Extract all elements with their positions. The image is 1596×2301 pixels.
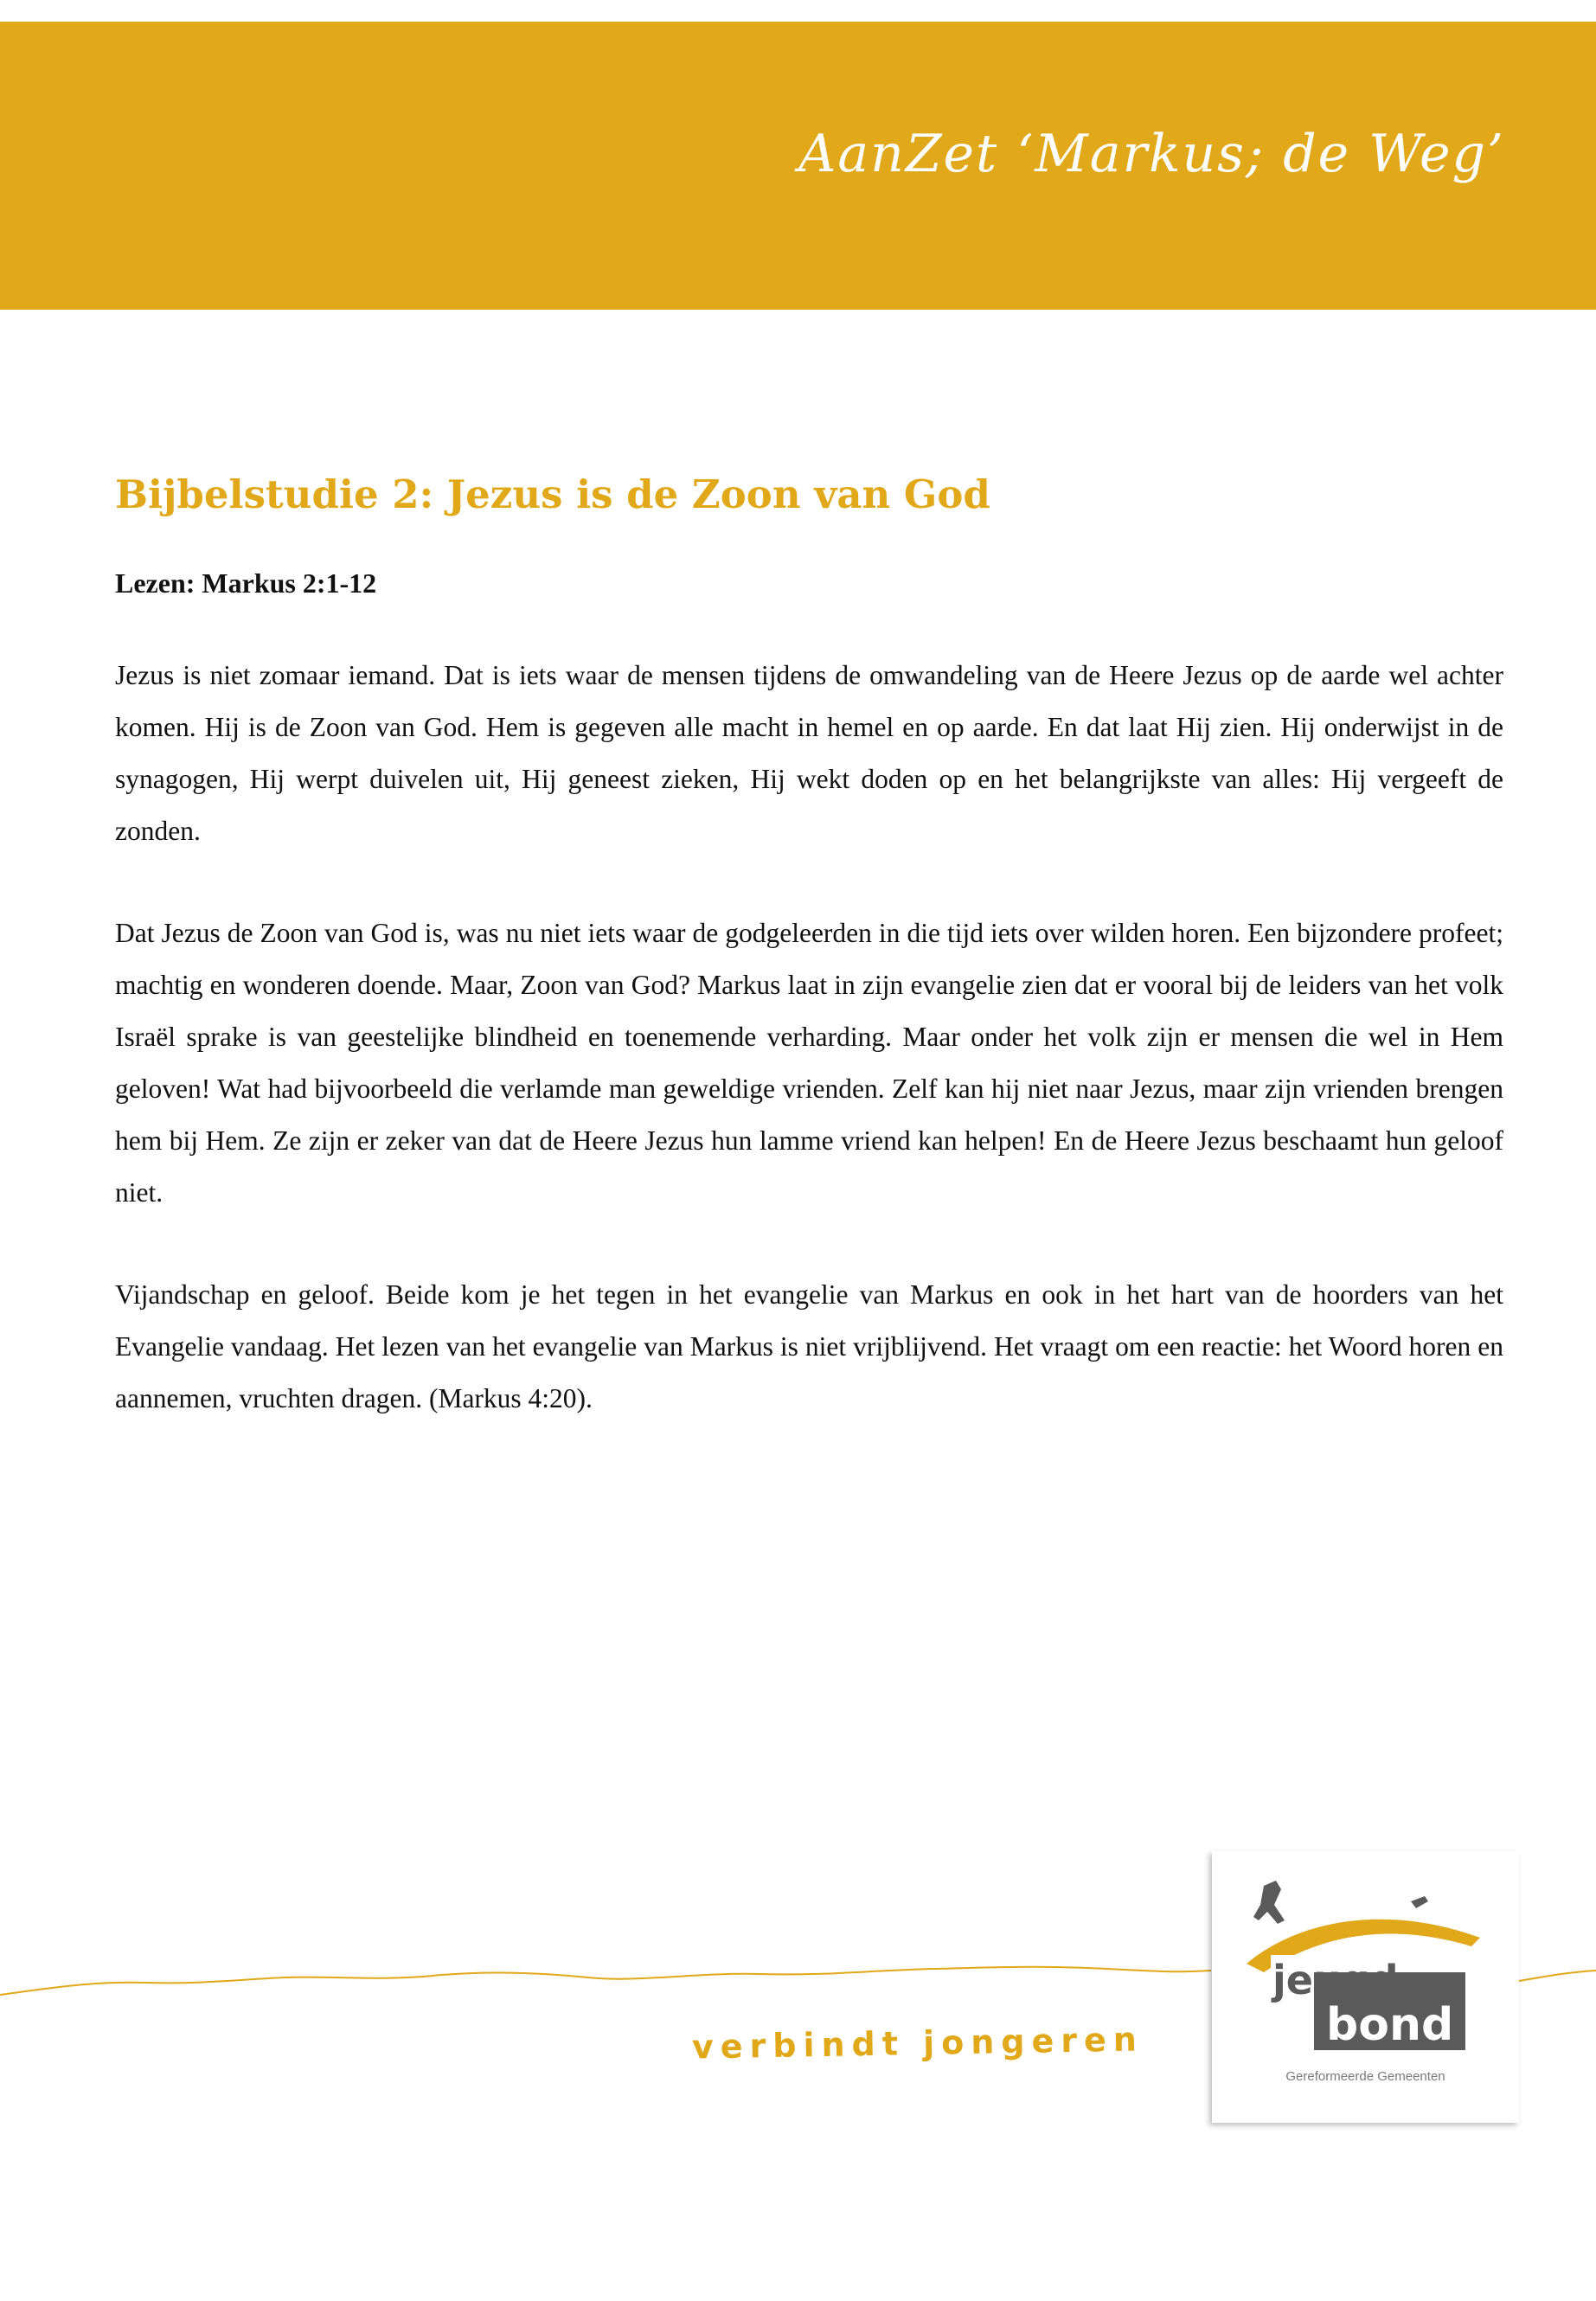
reading-reference: Lezen: Markus 2:1-12	[115, 567, 377, 599]
main-content	[115, 471, 1503, 1475]
jeugdbond-logo	[1212, 1851, 1519, 2123]
footer-tagline: verbindt jongeren	[691, 2020, 1144, 2067]
paragraph-3: Vijandschap en geloof. Beide kom je het tegen in het evangelie van Markus en ook in het hart van de hoorders van het Evangelie vandaag. Het lezen van het evangelie van Markus is niet vrijblijvend. Het vraagt om een reactie: het Woord horen en aannemen, vruchten dragen. (Markus 4:20).	[115, 1279, 1503, 1413]
study-title: Bijbelstudie 2: Jezus is de Zoon van God	[115, 471, 990, 517]
document-header-title: AanZet ‘Markus; de Weg’	[798, 124, 1505, 184]
paragraph-1: Jezus is niet zomaar iemand. Dat is iets waar de mensen tijdens de omwandeling van de Heere Jezus op de aarde wel achter komen. Hij is de Zoon van God. Hem is gegeven alle macht in hemel en op aarde. En dat laat Hij zien. Hij onderwijst in de synagogen, Hij werpt duivelen uit, Hij geneest zieken, Hij wekt doden op en het belangrijkste van alles: Hij vergeeft de zonden.	[115, 660, 1503, 846]
logo-word-jeugd: jeugd	[1272, 1957, 1399, 2003]
paragraph-2: Dat Jezus de Zoon van God is, was nu niet iets waar de godgeleerden in die tijd iets over wilden horen. Een bijzondere profeet; machtig en wonderen doende. Maar, Zoon van God? Markus laat in zijn evangelie zien dat er vooral bij de leiders van het volk Israël sprake is van geestelijke blindheid en toenemende verharding. Maar onder het volk zijn er mensen die wel in Hem geloven! Wat had bijvoorbeeld die verlamde man geweldige vrienden. Zelf kan hij niet naar Jezus, maar zijn vrienden brengen hem bij Hem. Ze zijn er zeker van dat de Heere Jezus hun lamme vriend kan helpen! En de Heere Jezus beschaamt hun geloof niet.	[115, 918, 1503, 1208]
logo-subtitle: Gereformeerde Gemeenten	[1285, 2069, 1445, 2084]
logo-word-bond: bond	[1326, 1999, 1454, 2051]
